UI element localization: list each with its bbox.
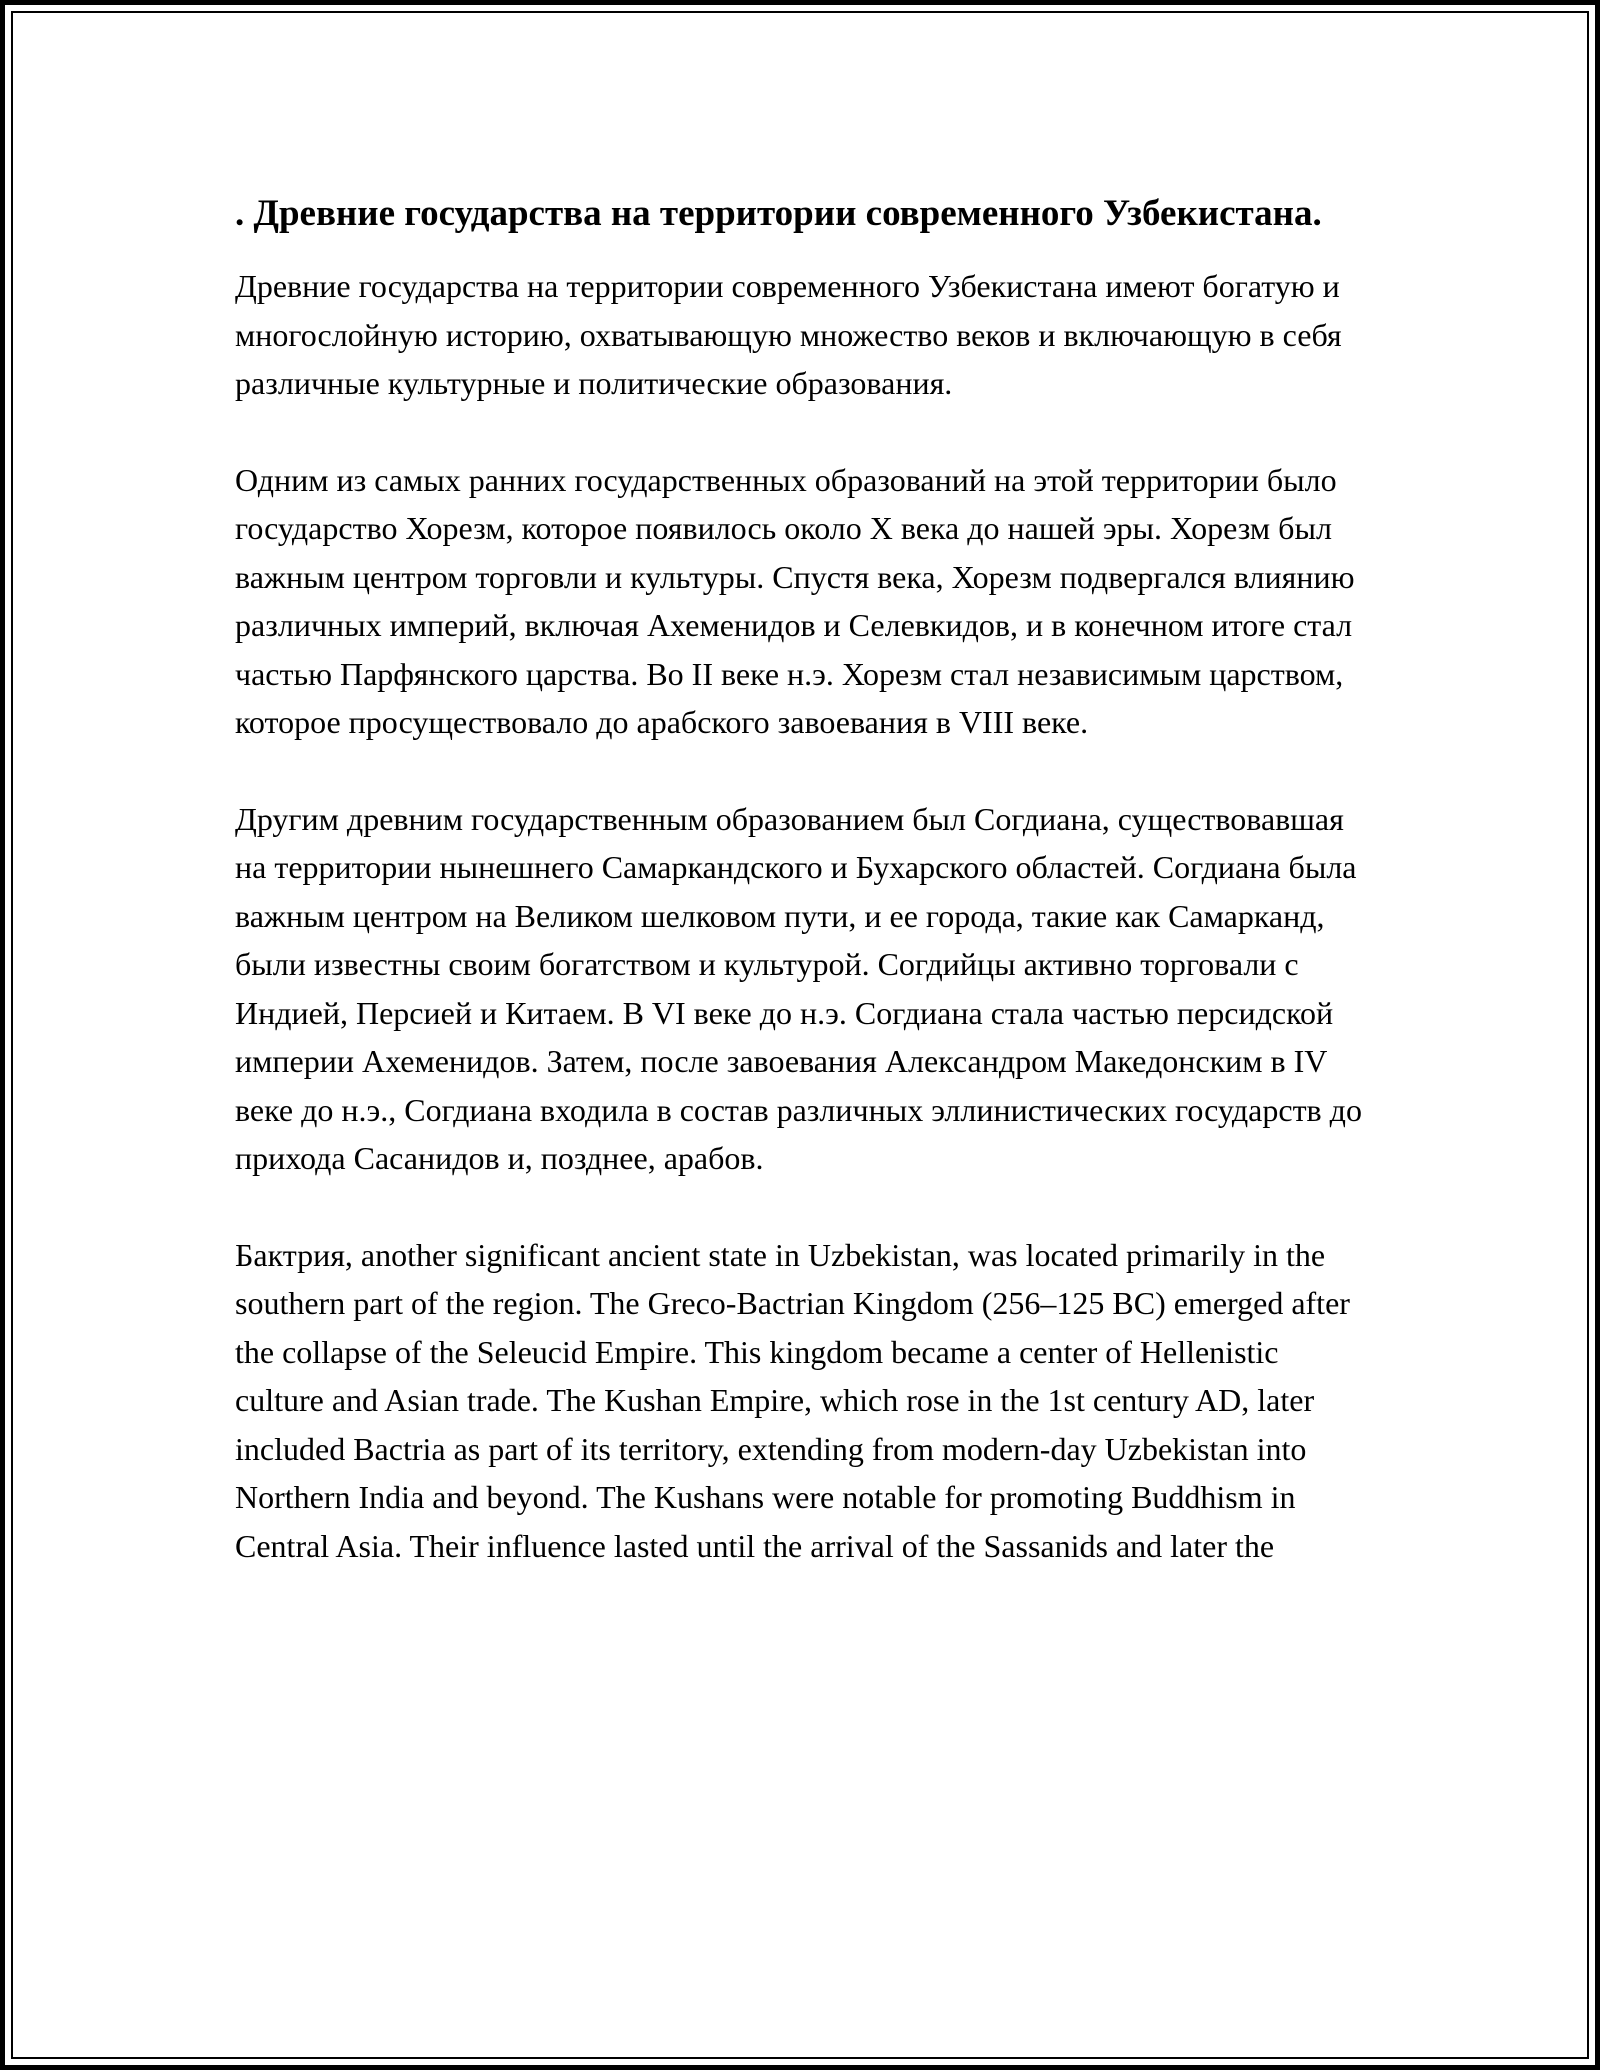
paragraph-sogdiana: Другим древним государственным образованием был Согдиана, существовавшая на территории нынешнего Самаркандского и Бухарского областей. Согдиана была важным центром на Великом шелковом пути, и ее города, такие как Самарканд, были известны своим богатством и культурой. Согдийцы активно торговали с Индией, Персией и Китаем. В VI веке до н.э. Согдиана стала частью персидской империи Ахеменидов. Затем, после завоевания Александром Македонским в IV веке до н.э., Согдиана входила в состав различных эллинистических государств до прихода Сасанидов и, позднее, арабов. <box>235 800 1362 1176</box>
paragraph-bactria: Бактрия, another significant ancient state in Uzbekistan, was located primarily in the southern part of the region. The Greco-Bactrian Kingdom (256–125 BC) emerged after the collapse of the Seleucid Empire. This kingdom became a center of Hellenistic culture and Asian trade. The Kushan Empire, which rose in the 1st century AD, later included Bactria as part of its territory, extending from modern-day Uzbekistan into Northern India and beyond. The Kushans were notable for promoting Buddhism in Central Asia. Their influence lasted until the arrival of the Sassanids and later the <box>235 1236 1350 1564</box>
paragraph-intro: Древние государства на территории современного Узбекистана имеют богатую и многослойную историю, охватывающую множество веков и включающую в себя различные культурные и политические образования. <box>235 268 1342 401</box>
document-body <box>235 186 1370 1618</box>
document-title: . Древние государства на территории современного Узбекистана. <box>235 193 1322 234</box>
paragraph-khorezm: Одним из самых ранних государственных образований на этой территории было государство Хорезм, которое появилось около X века до нашей эры. Хорезм был важным центром торговли и культуры. Спустя века, Хорезм подвергался влиянию различных империй, включая Ахеменидов и Селевкидов, и в конечном итоге стал частью Парфянского царства. Во II веке н.э. Хорезм стал независимым царством, которое просуществовало до арабского завоевания в VIII веке. <box>235 461 1355 740</box>
